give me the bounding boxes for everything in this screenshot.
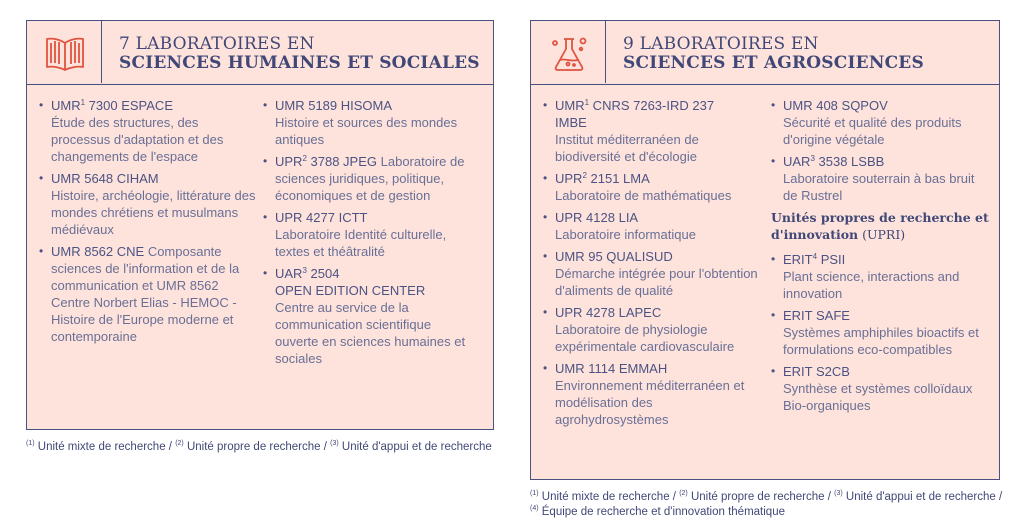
upri-section-heading: Unités propres de recherche et d'innovation (UPRI) [771, 210, 989, 242]
lab-description: Institut méditerranéen de biodiversité et d'écologie [555, 132, 699, 164]
list-item: • UMR$^1$ 7300 ESPACE Étude des structures, des processus d'adaptation et des changements de l'espace [39, 97, 257, 165]
panel-title [623, 35, 989, 73]
panel-header [27, 21, 493, 85]
list-item: • UMR 8562 CNE Composante sciences de l'information et de la communication et UMR 8562 Centre Norbert Elias - HEMOC - Histoire de l'Europe moderne et contemporaine [39, 243, 257, 345]
list-item: • UAR$^3$ 2504 OPEN EDITION CENTER Centre au service de la communication scientifique ouverte en sciences humaines et sociales [263, 265, 477, 367]
sciences-panel [530, 20, 1000, 480]
lab-list-col1 [543, 97, 759, 433]
list-item: • UPR 4277 ICTT Laboratoire Identité culturelle, textes et théâtralité [263, 209, 477, 260]
title-line2: SCIENCES ET AGROSCIENCES [623, 53, 924, 73]
list-item: • UPR$^2$ 2151 LMA Laboratoire de mathématiques [543, 170, 759, 204]
lab-description: Plant science, interactions and innovation [783, 269, 960, 301]
header-divider [101, 21, 102, 83]
shs-panel [26, 20, 494, 430]
lab-description: Synthèse et systèmes colloïdaux Bio-organiques [783, 381, 973, 413]
list-item: • UMR 95 QUALISUD Démarche intégrée pour l'obtention d'aliments de qualité [543, 248, 759, 299]
lab-description: Systèmes amphiphiles bioactifs et formulations eco-compatibles [783, 325, 979, 357]
list-item: • UMR 5189 HISOMA Histoire et sources des mondes antiques [263, 97, 477, 148]
lab-description: Sécurité et qualité des produits d'origine végétale [783, 115, 962, 147]
lab-description: Laboratoire de mathématiques [555, 188, 732, 203]
title-line2: SCIENCES HUMAINES ET SOCIALES [119, 53, 480, 73]
lab-list-col2 [263, 97, 477, 372]
lab-list-col2 [771, 97, 989, 419]
title-line1: 7 LABORATOIRES EN [119, 34, 315, 54]
list-item: • UPR 4128 LIA Laboratoire informatique [543, 209, 759, 243]
list-item: • UMR$^1$ CNRS 7263-IRD 237 IMBE Institut méditerranéen de biodiversité et d'écologie [543, 97, 759, 165]
footnote-right: $^{(1)}$ Unité mixte de recherche / $^{(2)}$ Unité propre de recherche / $^{(3)}$ Unité d'appui et de recherche / $^{(4)}$ Équipe de recherche et d'innovation thématique [530, 490, 1003, 518]
list-item: • UMR 408 SQPOV Sécurité et qualité des produits d'origine végétale [771, 97, 989, 148]
lab-description: Environnement méditerranéen et modélisation des agrohydrosystèmes [555, 378, 745, 427]
flask-icon [547, 33, 591, 73]
list-item: • ERIT S2CB Synthèse et systèmes colloïdaux Bio-organiques [771, 363, 989, 414]
footnote-left: $^{(1)}$ Unité mixte de recherche / $^{(2)}$ Unité propre de recherche / $^{(3)}$ Unité d'appui et de recherche [26, 440, 492, 453]
list-item: • UPR$^2$ 3788 JPEG Laboratoire de sciences juridiques, politique, économiques et de gestion [263, 153, 477, 204]
list-item: • UPR 4278 LAPEC Laboratoire de physiologie expérimentale cardiovasculaire [543, 304, 759, 355]
lab-description: Laboratoire de physiologie expérimentale cardiovasculaire [555, 322, 735, 354]
list-item: • UMR 5648 CIHAM Histoire, archéologie, littérature des mondes chrétiens et musulmans médiévaux [39, 170, 257, 238]
list-item: • ERIT$^4$ PSII Plant science, interactions and innovation [771, 251, 989, 302]
lab-description: Centre au service de la communication scientifique ouverte en sciences humaines et sociales [275, 300, 466, 366]
list-item: • UAR$^3$ 3538 LSBB Laboratoire souterrain à bas bruit de Rustrel [771, 153, 989, 204]
title-line1: 9 LABORATOIRES EN [623, 34, 819, 54]
lab-description: Démarche intégrée pour l'obtention d'aliments de qualité [555, 266, 758, 298]
lab-description: Histoire, archéologie, littérature des mondes chrétiens et musulmans médiévaux [51, 188, 256, 237]
panel-header [531, 21, 999, 85]
lab-description: Laboratoire informatique [555, 227, 696, 242]
lab-description: Histoire et sources des mondes antiques [275, 115, 458, 147]
list-item: • UMR 1114 EMMAH Environnement méditerranéen et modélisation des agrohydrosystèmes [543, 360, 759, 428]
lab-description: Laboratoire souterrain à bas bruit de Rustrel [783, 171, 975, 203]
header-divider [605, 21, 606, 83]
panel-title [119, 35, 483, 73]
lab-description: Étude des structures, des processus d'adaptation et des changements de l'espace [51, 115, 224, 164]
list-item: • ERIT SAFE Systèmes amphiphiles bioactifs et formulations eco-compatibles [771, 307, 989, 358]
lab-description: Laboratoire Identité culturelle, textes et théâtralité [275, 227, 447, 259]
lab-list-col1 [39, 97, 257, 350]
open-book-icon [43, 33, 87, 73]
